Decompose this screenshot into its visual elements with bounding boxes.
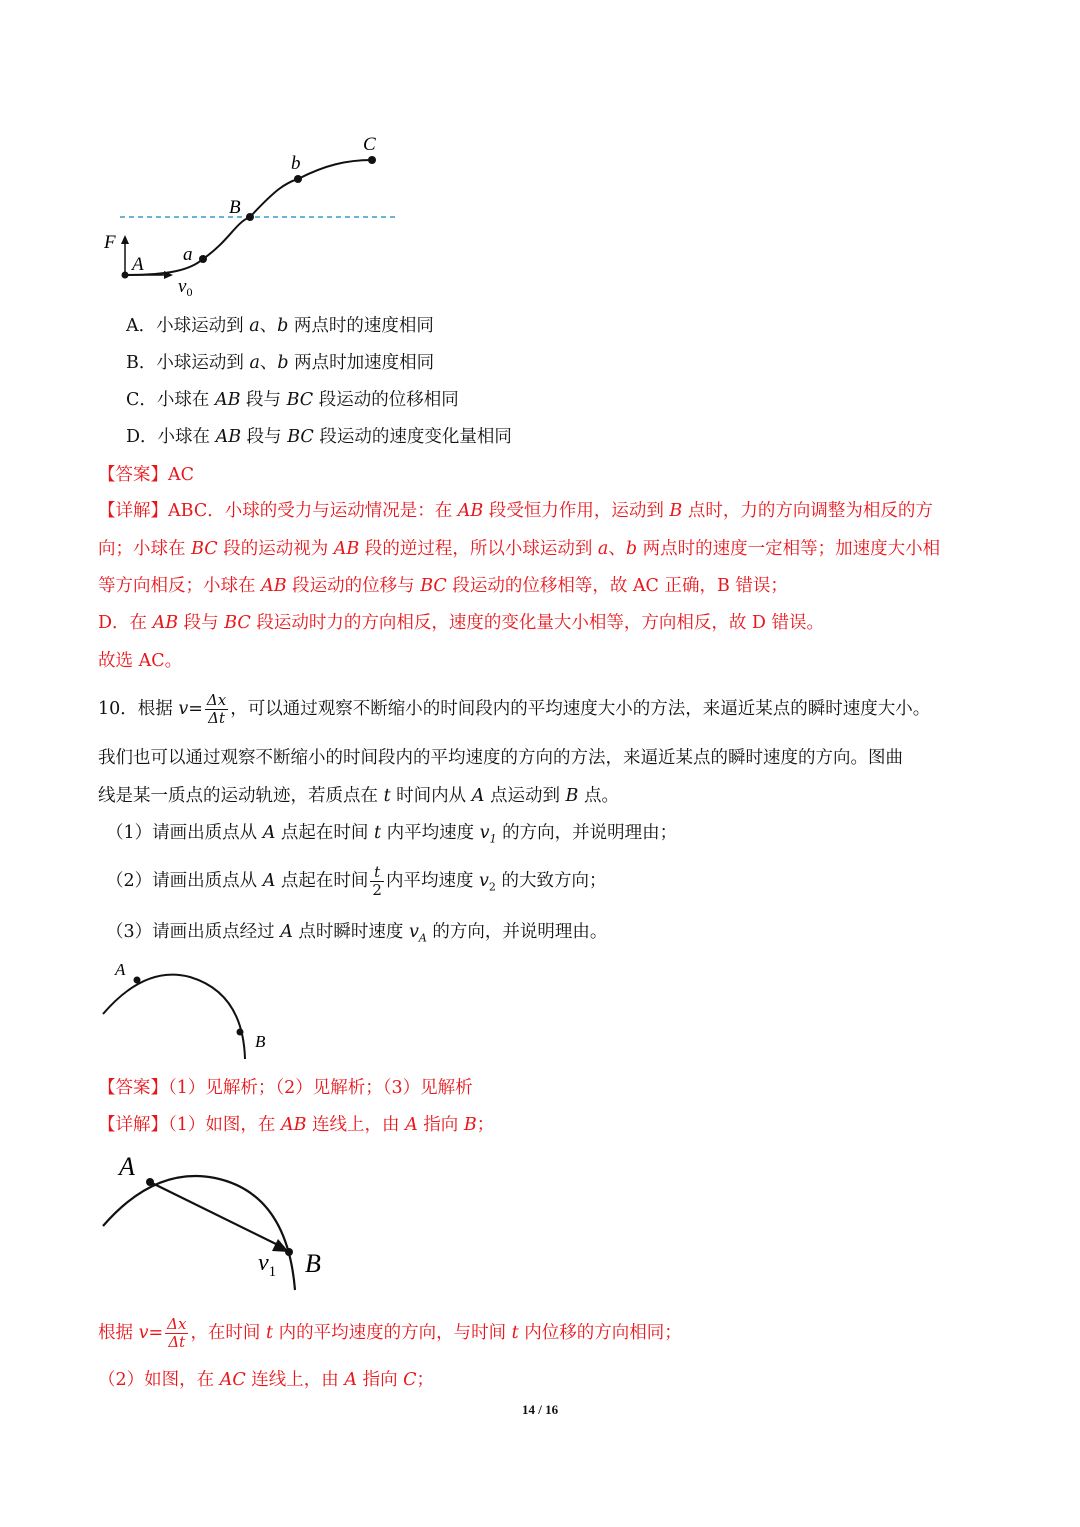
option-a: A．小球运动到 a、b 两点时的速度相同 — [126, 316, 434, 336]
option-c: C．小球在 AB 段与 BC 段运动的位移相同 — [126, 390, 459, 410]
q10-reason: 根据 v= $\frac{\Delta x}{\Delta t}$ ，在时间 t 内的平均速度的方向，与时间 t 内位移的方向相同； — [98, 1315, 682, 1351]
label-v1: $v_1$ — [258, 1250, 277, 1280]
fraction-t-over-2: $\frac{t}{2}$ — [372, 863, 382, 899]
figure-arc-ab — [95, 955, 285, 1065]
option-b: B．小球运动到 a、b 两点时加速度相同 — [126, 353, 435, 373]
q9-conclusion: 故选 AC。 — [98, 651, 183, 671]
q10-stem-line2: 我们也可以通过观察不断缩小的时间段内的平均速度的方向的方法，来逼近某点的瞬时速度的方向。图曲 — [98, 748, 903, 768]
q10-stem-line3: 线是某一质点的运动轨迹，若质点在 t 时间内从 A 点运动到 B 点。 — [98, 786, 619, 806]
q9-detail-line1: 【详解】ABC．小球的受力与运动情况是：在 AB 段受恒力作用，运动到 B 点时，力的方向调整为相反的方 — [98, 501, 933, 521]
v1-vector — [150, 1182, 278, 1245]
label-B: B — [229, 197, 241, 218]
q10-part2: （2）请画出质点从 A 点起在时间 $\frac{t}{2}$ 内平均速度 $v_2$ 的大致方向； — [106, 863, 607, 899]
option-d: D．小球在 AB 段与 BC 段运动的速度变化量相同 — [126, 427, 512, 447]
point-B — [285, 1248, 293, 1256]
q9-answer: 【答案】AC — [98, 465, 195, 485]
point-C — [368, 156, 376, 164]
q10-answer: 【答案】（1）见解析；（2）见解析；（3）见解析 — [98, 1078, 473, 1098]
point-B — [246, 213, 254, 221]
label-C: C — [363, 134, 376, 155]
point-A — [134, 977, 141, 984]
label-A: A — [115, 960, 126, 979]
q9-detail-line3: 等方向相反；小球在 AB 段运动的位移与 BC 段运动的位移相等，故 AC 正确，B 错误； — [98, 576, 788, 596]
label-b: b — [291, 153, 301, 174]
point-B — [237, 1029, 244, 1036]
label-a: a — [183, 244, 193, 265]
point-A — [146, 1178, 154, 1186]
fraction-dx-dt-2: $\frac{\Delta x}{\Delta t}$ — [167, 1315, 187, 1351]
point-b — [294, 175, 302, 183]
q10-part3: （3）请画出质点经过 A 点时瞬时速度 $v_A$ 的方向，并说明理由。 — [106, 922, 608, 945]
q10-part1: （1）请画出质点从 A 点起在时间 t 内平均速度 $v_1$ 的方向，并说明理由； — [106, 823, 678, 846]
page-number: 14 / 16 — [521, 1402, 559, 1417]
label-A: A — [132, 254, 144, 275]
figure-arc-v1 — [95, 1148, 345, 1298]
q10-detail-line1: 【详解】（1）如图，在 AB 连线上，由 A 指向 B； — [98, 1115, 495, 1135]
q9-detail-line2: 向；小球在 BC 段的运动视为 AB 段的逆过程，所以小球运动到 a、b 两点时的速度一定相等；加速度大小相 — [98, 539, 941, 559]
q9-detail-line4: D．在 AB 段与 BC 段运动时力的方向相反，速度的变化量大小相等，方向相反，故 D 错误。 — [98, 613, 825, 633]
q10-stem-line1: 10．根据 v= $\frac{\Delta x}{\Delta t}$ ，可以通过观察不断缩小的时间段内的平均速度大小的方法，来逼近某点的瞬时速度大小。 — [98, 691, 931, 727]
label-A: A — [119, 1152, 135, 1181]
q10-detail-line2: （2）如图，在 AC 连线上，由 A 指向 C； — [98, 1370, 435, 1390]
label-v0: $v_0$ — [178, 276, 193, 299]
label-F: F — [104, 232, 116, 253]
figure-trajectory-abc — [95, 125, 415, 305]
fraction-dx-dt: $\frac{\Delta x}{\Delta t}$ — [206, 691, 227, 727]
point-A — [122, 272, 129, 279]
point-a — [199, 255, 207, 263]
label-B: B — [305, 1249, 321, 1278]
force-arrow-head — [121, 235, 129, 244]
arc-trajectory — [103, 975, 245, 1059]
label-B: B — [255, 1032, 266, 1051]
